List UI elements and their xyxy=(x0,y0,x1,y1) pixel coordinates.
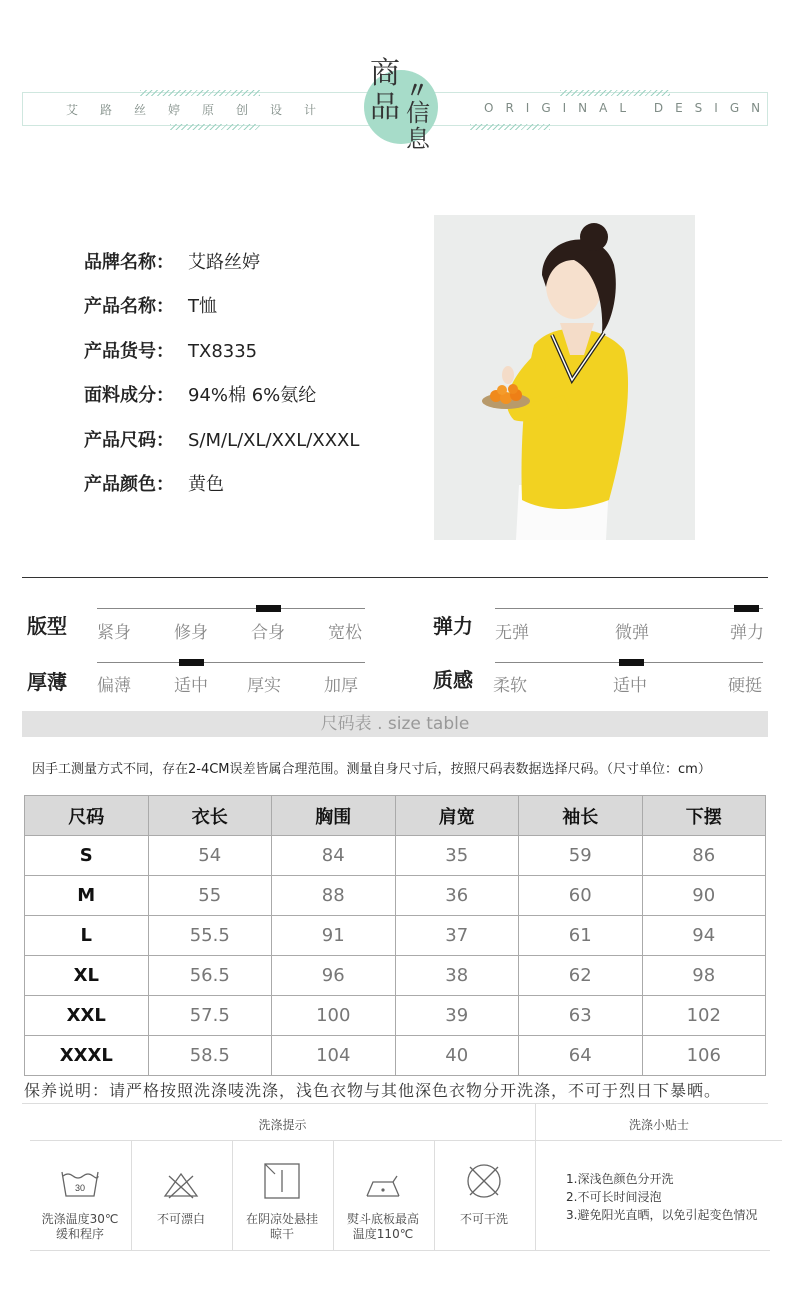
table-cell: 62 xyxy=(519,956,643,996)
wash-item-line-dry xyxy=(232,1162,332,1242)
attr-fit-option: 紧身 xyxy=(97,623,131,643)
no-dry-clean-icon xyxy=(464,1162,504,1200)
table-cell: 64 xyxy=(519,1036,643,1076)
info-row-color: 产品颜色： 黄色 xyxy=(84,474,224,495)
wash-item-label: 在阴凉处悬挂 xyxy=(245,1212,318,1226)
table-cell: 100 xyxy=(272,996,396,1036)
wash-item-label: 洗涤温度30℃ xyxy=(41,1212,119,1226)
table-cell: 60 xyxy=(519,876,643,916)
wash-mid-rule xyxy=(30,1140,782,1141)
table-cell: 55.5 xyxy=(148,916,272,956)
wash-30-icon xyxy=(60,1168,100,1200)
wash-item-label: 缓和程序 xyxy=(55,1227,104,1241)
table-cell: 56.5 xyxy=(148,956,272,996)
table-cell: 38 xyxy=(395,956,519,996)
size-table-title: 尺码表 . size table xyxy=(320,714,470,734)
banner-hatch-left-bottom xyxy=(170,124,260,130)
title-quote-mark: 〃 xyxy=(406,79,429,104)
title-char-pin: 品 xyxy=(370,90,400,125)
attr-elasticity-marker xyxy=(734,605,759,612)
wash-item-no-dry-clean xyxy=(434,1162,534,1227)
table-cell: 86 xyxy=(642,836,766,876)
line-dry-shade-icon xyxy=(262,1162,302,1200)
attr-elasticity-option: 微弹 xyxy=(615,623,649,643)
col-header: 胸围 xyxy=(272,796,396,836)
section-divider xyxy=(22,577,768,578)
attr-elasticity-line xyxy=(495,608,763,609)
table-cell: XXXL xyxy=(25,1036,149,1076)
table-cell: 96 xyxy=(272,956,396,996)
attr-fit-label: 版型 xyxy=(27,614,67,638)
banner-hatch-right-bottom xyxy=(470,124,550,130)
col-header: 下摆 xyxy=(642,796,766,836)
title-char-shang: 商 xyxy=(370,56,400,91)
table-cell: 58.5 xyxy=(148,1036,272,1076)
attr-thickness-option: 厚实 xyxy=(247,676,281,696)
table-cell: L xyxy=(25,916,149,956)
attr-fit-line xyxy=(97,608,365,609)
wash-top-rule xyxy=(22,1103,768,1104)
attr-thickness-option: 适中 xyxy=(174,676,208,696)
attr-texture-label: 质感 xyxy=(433,668,473,692)
table-cell: 55 xyxy=(148,876,272,916)
table-cell: 40 xyxy=(395,1036,519,1076)
info-row-brand: 品牌名称： 艾路丝婷 xyxy=(84,252,260,273)
table-cell: 104 xyxy=(272,1036,396,1076)
table-row xyxy=(25,836,766,876)
table-cell: M xyxy=(25,876,149,916)
table-cell: 91 xyxy=(272,916,396,956)
wash-temp-text: 30 xyxy=(74,1183,86,1193)
care-instructions: 保养说明：请严格按照洗涤唛洗涤，浅色衣物与其他深色衣物分开洗涤，不可于烈日下暴晒。 xyxy=(24,1081,722,1100)
tip-item: 1.深浅色颜色分开洗 xyxy=(566,1172,674,1186)
table-row xyxy=(25,996,766,1036)
table-cell: 84 xyxy=(272,836,396,876)
no-bleach-icon xyxy=(161,1168,201,1200)
wash-bottom-rule xyxy=(30,1250,770,1251)
attr-texture-option: 硬挺 xyxy=(728,676,762,696)
attr-fit-option: 修身 xyxy=(174,623,208,643)
attr-thickness-option: 偏薄 xyxy=(97,676,131,696)
attr-fit-option: 宽松 xyxy=(328,623,362,643)
table-cell: 90 xyxy=(642,876,766,916)
table-cell: 54 xyxy=(148,836,272,876)
banner-left-text: 艾路丝婷原创设计 xyxy=(66,103,339,117)
info-row-sizes: 产品尺码： S/M/L/XL/XXL/XXXL xyxy=(84,430,360,451)
wash-item-label: 温度110℃ xyxy=(352,1227,414,1241)
attr-texture-marker xyxy=(619,659,644,666)
table-cell: 35 xyxy=(395,836,519,876)
attr-thickness-option: 加厚 xyxy=(324,676,358,696)
table-cell: 37 xyxy=(395,916,519,956)
attr-fit-marker xyxy=(256,605,281,612)
table-row xyxy=(25,956,766,996)
attr-elasticity-option: 无弹 xyxy=(495,623,529,643)
wash-item-label: 不可干洗 xyxy=(459,1212,508,1226)
table-cell: 39 xyxy=(395,996,519,1036)
attr-texture-option: 柔软 xyxy=(493,676,527,696)
table-cell: S xyxy=(25,836,149,876)
product-photo xyxy=(434,215,695,540)
wash-item-no-bleach xyxy=(131,1168,231,1227)
table-header-row xyxy=(25,796,766,836)
title-char-xi: 息 xyxy=(406,125,430,153)
wash-item-label: 熨斗底板最高 xyxy=(346,1212,419,1226)
info-row-name: 产品名称： T恤 xyxy=(84,296,217,317)
wash-item-label: 晾干 xyxy=(269,1227,294,1241)
table-cell: 98 xyxy=(642,956,766,996)
info-row-fabric: 面料成分： 94%棉 6%氨纶 xyxy=(84,385,317,406)
wash-item-30 xyxy=(30,1168,130,1242)
wash-head-right: 洗涤小贴士 xyxy=(628,1118,689,1132)
table-cell: 94 xyxy=(642,916,766,956)
table-cell: 61 xyxy=(519,916,643,956)
col-header: 肩宽 xyxy=(395,796,519,836)
table-cell: XXL xyxy=(25,996,149,1036)
table-cell: 63 xyxy=(519,996,643,1036)
wash-head-left: 洗涤提示 xyxy=(258,1118,307,1132)
attr-thickness-marker xyxy=(179,659,204,666)
attr-elasticity-label: 弹力 xyxy=(433,614,473,638)
col-header: 衣长 xyxy=(148,796,272,836)
table-cell: 88 xyxy=(272,876,396,916)
table-row xyxy=(25,876,766,916)
title-char-xin: 信 xyxy=(406,99,430,127)
table-cell: 36 xyxy=(395,876,519,916)
size-table xyxy=(24,795,766,1076)
size-table-bar xyxy=(22,711,768,737)
info-row-sku: 产品货号： TX8335 xyxy=(84,341,258,362)
measurement-note: 因手工测量方式不同，存在2-4CM误差皆属合理范围。测量自身尺寸后，按照尺码表数据选择尺码。（尺寸单位：cm） xyxy=(32,762,711,777)
col-header: 尺码 xyxy=(25,796,149,836)
table-cell: 59 xyxy=(519,836,643,876)
banner-hatch-right-top xyxy=(560,90,670,96)
table-cell: 57.5 xyxy=(148,996,272,1036)
banner-hatch-left-top xyxy=(140,90,260,96)
attr-thickness-label: 厚薄 xyxy=(27,670,67,694)
table-cell: XL xyxy=(25,956,149,996)
tip-item: 2.不可长时间浸泡 xyxy=(566,1190,662,1204)
table-cell: 102 xyxy=(642,996,766,1036)
wash-item-iron xyxy=(333,1172,433,1242)
attr-texture-option: 适中 xyxy=(613,676,647,696)
col-header: 袖长 xyxy=(519,796,643,836)
table-row xyxy=(25,916,766,956)
iron-110-icon xyxy=(363,1172,403,1200)
attr-elasticity-option: 弹力 xyxy=(730,623,764,643)
wash-item-label: 不可漂白 xyxy=(156,1212,205,1226)
tip-item: 3.避免阳光直晒，以免引起变色情况 xyxy=(566,1208,758,1222)
table-cell: 106 xyxy=(642,1036,766,1076)
attr-thickness-line xyxy=(97,662,365,663)
model-illustration xyxy=(434,215,695,540)
attr-fit-option: 合身 xyxy=(251,623,285,643)
banner-right-text: ORIGINAL DESIGN xyxy=(484,101,773,115)
table-row xyxy=(25,1036,766,1076)
washing-tips xyxy=(566,1170,757,1224)
